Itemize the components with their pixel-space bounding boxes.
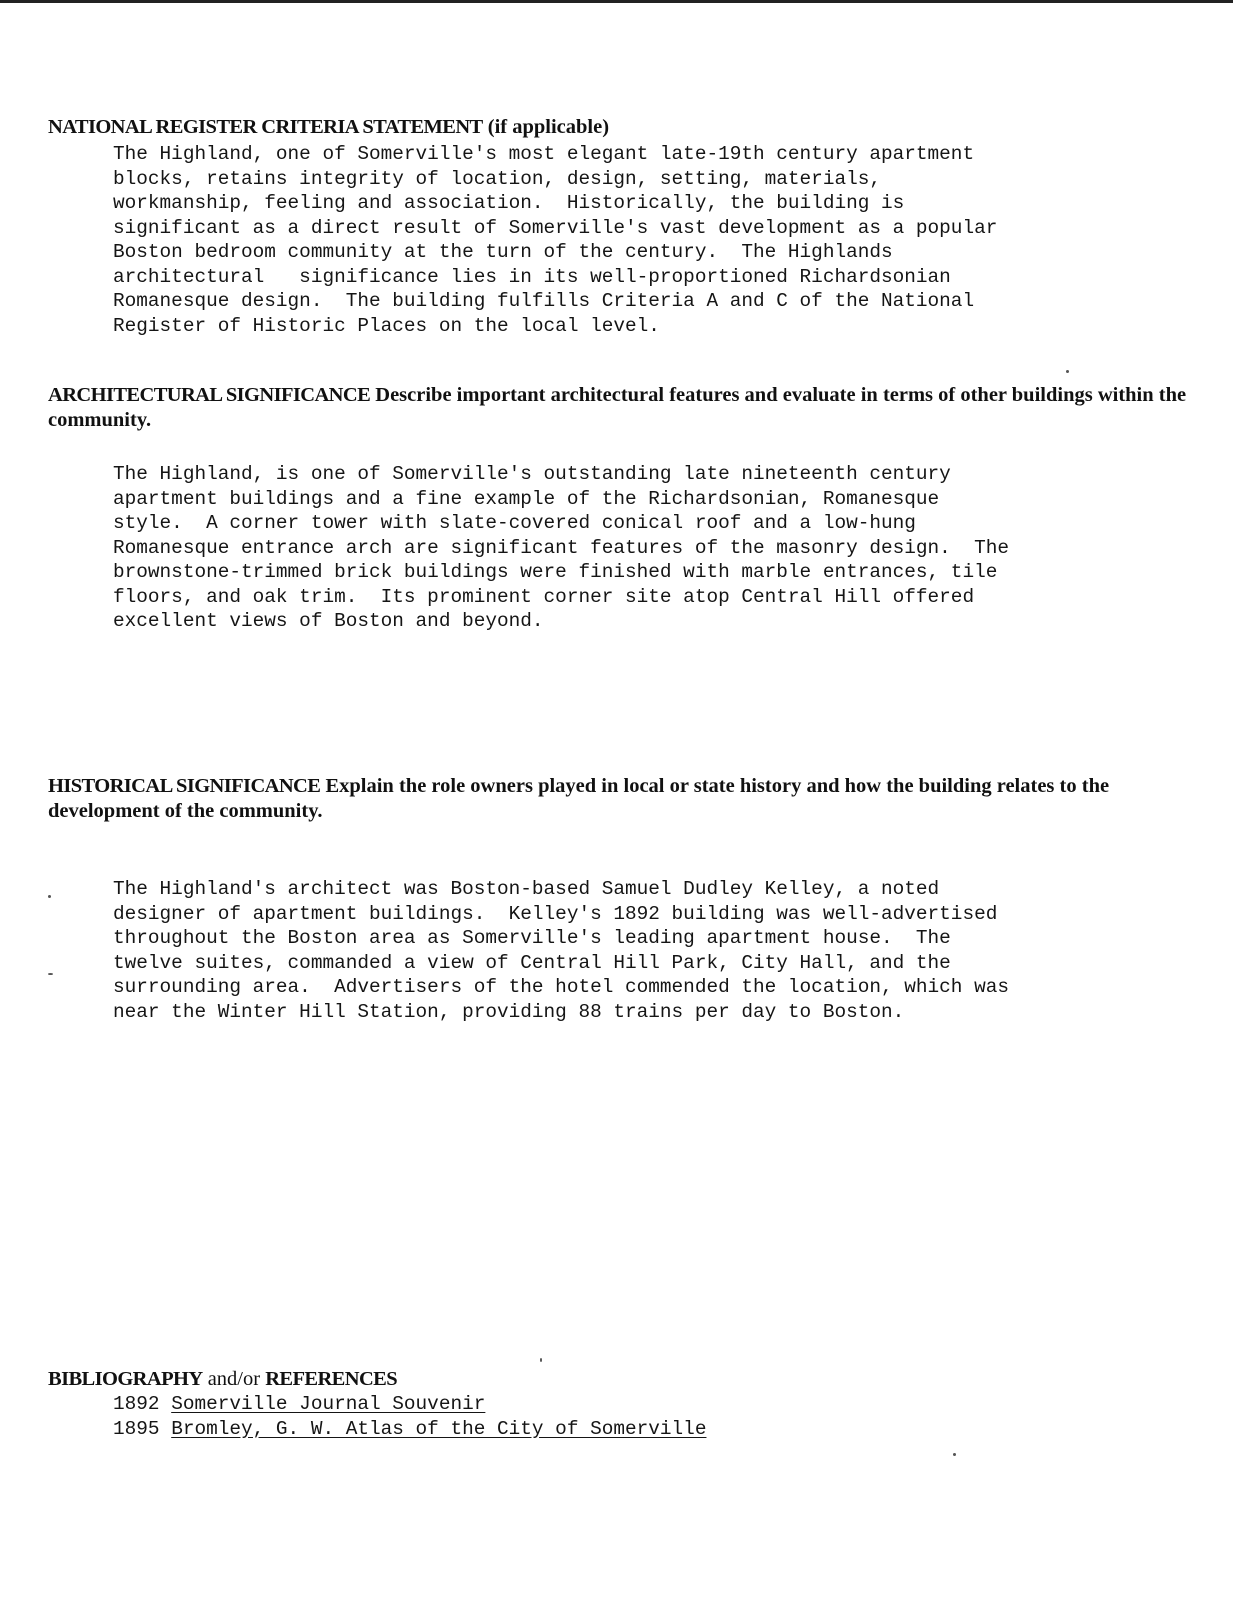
scan-speck <box>48 973 53 975</box>
bibliography-entry <box>113 1392 913 1417</box>
bibliography-heading <box>48 1367 1208 1392</box>
page-top-edge <box>0 0 1233 3</box>
text-line: twelve suites, commanded a view of Central Hill Park, City Hall, and the <box>113 951 951 974</box>
entry-title: Somerville Journal Souvenir <box>171 1393 486 1415</box>
text-line: Romanesque entrance arch are significant features of the masonry design. The <box>113 536 1009 559</box>
entry-year: 1892 <box>113 1393 160 1415</box>
historical-heading <box>48 774 1208 824</box>
text-line: blocks, retains integrity of location, design, setting, materials, <box>113 167 881 190</box>
architectural-prompt: Describe important architectural features and evaluate in terms of other buildings within the community. <box>48 384 1187 431</box>
text-line: Register of Historic Places on the local level. <box>113 314 660 337</box>
entry-year: 1895 <box>113 1417 160 1440</box>
national-register-qualifier: (if applicable) <box>487 116 610 138</box>
national-register-label: NATIONAL REGISTER CRITERIA STATEMENT <box>48 116 483 138</box>
national-register-heading <box>48 115 1208 140</box>
text-line: architectural significance lies in its well-proportioned Richardsonian <box>113 265 951 288</box>
text-line: throughout the Boston area as Somerville's leading apartment house. The <box>113 927 951 949</box>
scan-speck <box>953 1453 956 1456</box>
historical-prompt: Explain the role owners played in local or state history and how the building relates to the development of the community. <box>48 775 1110 822</box>
architectural-text <box>113 462 1193 634</box>
historical-label: HISTORICAL SIGNIFICANCE <box>48 775 321 797</box>
bibliography-label-references: REFERENCES <box>265 1368 398 1390</box>
text-line: excellent views of Boston and beyond. <box>113 610 544 632</box>
scan-speck <box>540 1358 542 1362</box>
text-line: surrounding area. Advertisers of the hotel commended the location, which was <box>113 976 1009 998</box>
scan-speck <box>1066 370 1069 373</box>
national-register-text <box>113 142 1193 338</box>
text-line: apartment buildings and a fine example of the Richardsonian, Romanesque <box>113 487 940 510</box>
text-line: style. A corner tower with slate-covered conical roof and a low-hung <box>113 512 916 534</box>
text-line: workmanship, feeling and association. Historically, the building is <box>113 192 905 214</box>
text-line: brownstone-trimmed brick buildings were finished with marble entrances, tile <box>113 561 998 583</box>
text-line: significant as a direct result of Somerville's vast development as a popular <box>113 216 998 239</box>
historical-text <box>113 877 1193 1024</box>
scan-speck <box>48 895 51 898</box>
text-line: The Highland's architect was Boston-based Samuel Dudley Kelley, a noted <box>113 878 940 900</box>
text-line: The Highland, is one of Somerville's outstanding late nineteenth century <box>113 463 951 485</box>
architectural-heading <box>48 383 1208 433</box>
text-line: near the Winter Hill Station, providing 88 trains per day to Boston. <box>113 1000 905 1023</box>
bibliography-entry <box>113 1417 913 1442</box>
text-line: Romanesque design. The building fulfills Criteria A and C of the National <box>113 290 975 312</box>
bibliography-label: BIBLIOGRAPHY <box>48 1368 203 1390</box>
text-line: designer of apartment buildings. Kelley's 1892 building was well-advertised <box>113 902 998 925</box>
text-line: Boston bedroom community at the turn of the century. The Highlands <box>113 241 893 263</box>
entry-title: Bromley, G. W. Atlas of the City of Somerville <box>171 1417 707 1440</box>
text-line: floors, and oak trim. Its prominent corner site atop Central Hill offered <box>113 585 975 608</box>
bibliography-list <box>113 1392 913 1441</box>
text-line: The Highland, one of Somerville's most elegant late-19th century apartment <box>113 143 975 165</box>
architectural-label: ARCHITECTURAL SIGNIFICANCE <box>48 384 371 406</box>
bibliography-conjunction: and/or <box>207 1368 261 1390</box>
